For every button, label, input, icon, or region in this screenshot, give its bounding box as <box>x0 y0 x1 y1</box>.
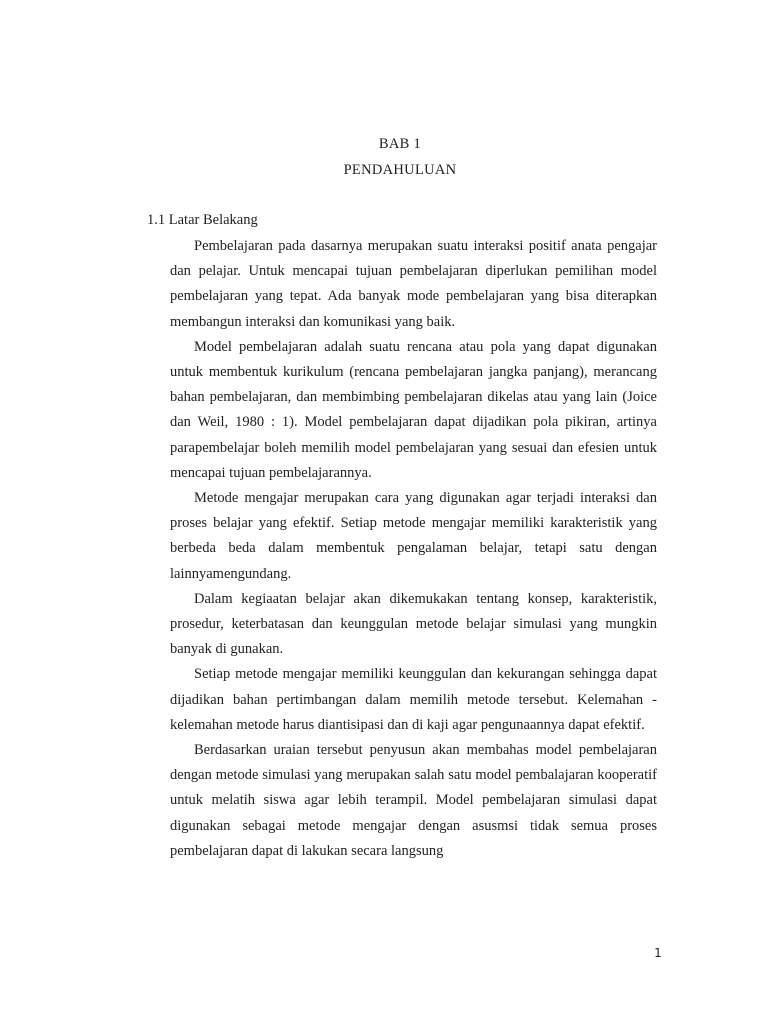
paragraph: Metode mengajar merupakan cara yang digunakan agar terjadi interaksi dan proses belajar yang efektif. Setiap metode mengajar memiliki karakteristik yang berbeda beda dalam membentuk pengalaman belajar, tetapi satu dengan lainnyamengundang. <box>170 490 657 582</box>
paragraph: Pembelajaran pada dasarnya merupakan suatu interaksi positif anata pengajar dan pelajar. Untuk mencapai tujuan pembelajaran diperlukan pemilihan model pembelajaran yang tepat. Ada banyak mode pembelajaran yang bisa diterapkan membangun interaksi dan komunikasi yang baik. <box>170 238 657 330</box>
chapter-title: PENDAHULUAN <box>343 162 457 178</box>
section-heading: 1.1 Latar Belakang <box>147 212 258 228</box>
paragraph: Model pembelajaran adalah suatu rencana atau pola yang dapat digunakan untuk membentuk kurikulum (rencana pembelajaran jangka panjang), merancang bahan pembelajaran, dan membimbing pembelajaran dikelas atau yang lain (Joice dan Weil, 1980 : 1). Model pembelajaran dapat dijadikan pola pikiran, artinya parapembelajar boleh memilih model pembelajaran yang sesuai dan efesien untuk mencapai tujuan pembelajarannya. <box>170 338 657 481</box>
body-text <box>170 234 657 864</box>
paragraph: Dalam kegiaatan belajar akan dikemukakan tentang konsep, karakteristik, prosedur, keterbatasan dan keunggulan metode belajar simulasi yang mungkin banyak di gunakan. <box>170 590 657 658</box>
page-number: 1 <box>654 946 662 960</box>
paragraph: Setiap metode mengajar memiliki keunggulan dan kekurangan sehingga dapat dijadikan bahan pertimbangan dalam memilih metode tersebut. Kelemahan - kelemahan metode harus diantisipasi dan di kaji agar pengunaannya dapat efektif. <box>170 666 657 733</box>
chapter-number: BAB 1 <box>378 136 422 152</box>
paragraph: Berdasarkan uraian tersebut penyusun akan membahas model pembelajaran dengan metode simulasi yang merupakan salah satu model pembalajaran kooperatif untuk melatih siswa agar lebih terampil. Model pembelajaran simulasi dapat digunakan sebagai metode mengajar dengan asusmsi tidak semua proses pembelajaran dapat di lakukan secara langsung <box>170 742 657 859</box>
